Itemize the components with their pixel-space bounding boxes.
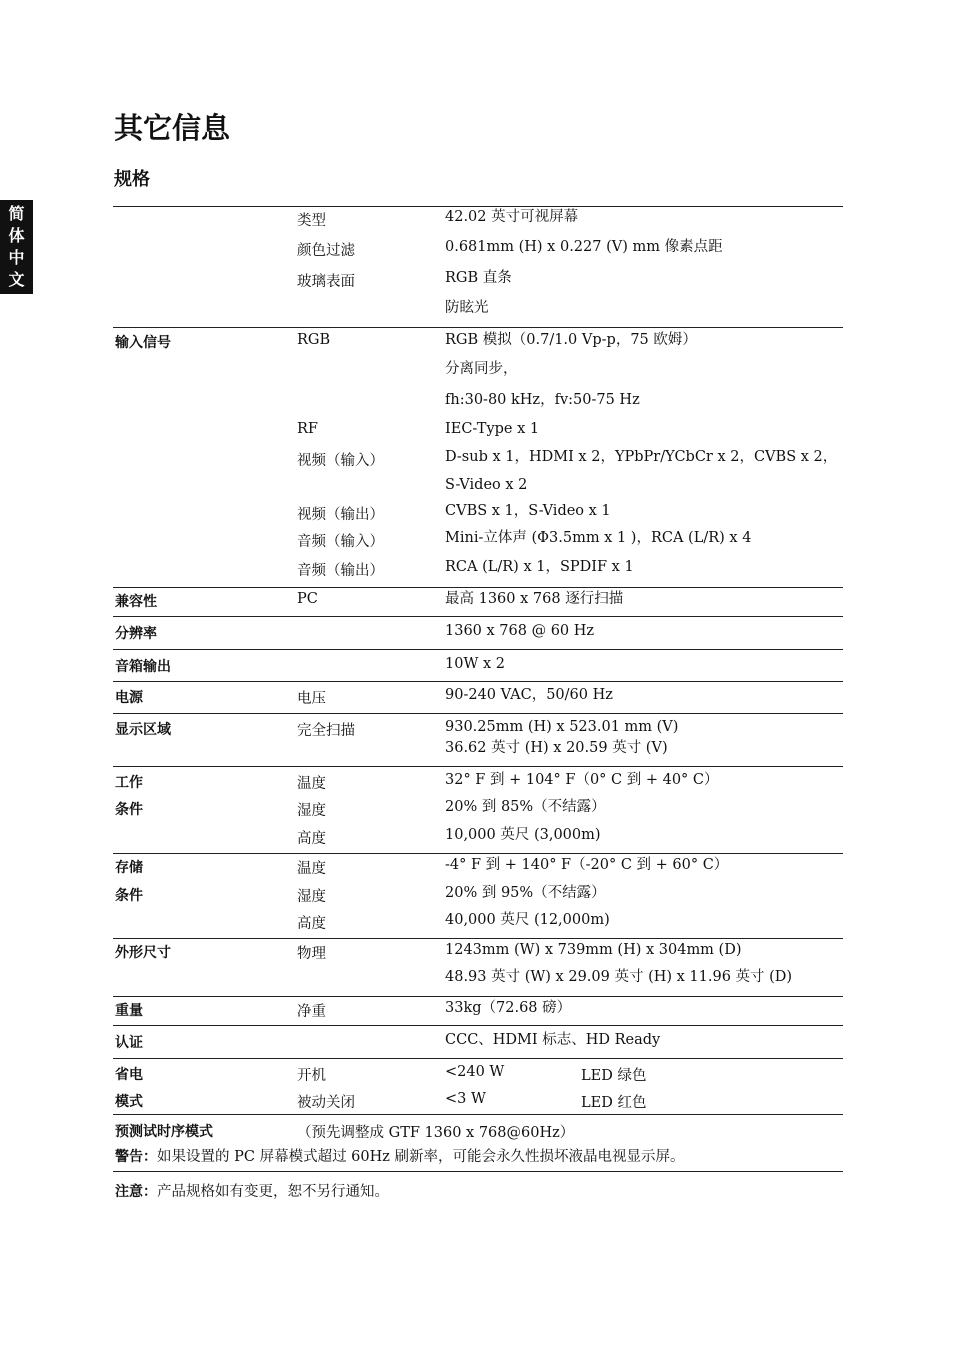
spec-param: PC — [297, 591, 318, 607]
spec-value: 10W x 2 — [445, 656, 505, 672]
spec-row — [113, 1032, 843, 1054]
spec-row — [113, 449, 843, 499]
spec-label: 认证 — [115, 1035, 143, 1051]
spec-row — [113, 687, 843, 709]
spec-value: 40,000 英尺 (12,000m) — [445, 912, 610, 928]
page-title: 其它信息 — [114, 111, 231, 145]
spec-label: 重量 — [115, 1003, 143, 1019]
spec-section — [113, 1058, 843, 1114]
spec-value: 最高 1360 x 768 逐行扫描 — [445, 591, 624, 607]
spec-param: 音频（输入） — [297, 534, 384, 550]
spec-label: 存储 — [115, 860, 143, 876]
side-tab-char: 文 — [8, 270, 25, 289]
spec-row — [113, 827, 843, 849]
spec-row — [113, 912, 843, 934]
spec-row — [113, 656, 843, 678]
section-title: 规格 — [114, 169, 150, 190]
spec-param: 完全扫描 — [297, 723, 355, 739]
spec-param — [297, 969, 445, 991]
spec-label — [113, 912, 297, 934]
spec-label: 省电 — [115, 1067, 143, 1083]
spec-section — [113, 587, 843, 616]
spec-section — [113, 996, 843, 1025]
spec-param: 净重 — [297, 1004, 326, 1020]
preset-text: （预先调整成 GTF 1360 x 768@60Hz） — [297, 1124, 575, 1141]
spec-row — [113, 270, 843, 292]
spec-param: 物理 — [297, 946, 326, 962]
spec-value: CCC、HDMI 标志、HD Ready — [445, 1032, 661, 1048]
notice-text: 产品规格如有变更，恕不另行通知。 — [157, 1184, 389, 1200]
spec-param — [297, 1032, 445, 1054]
spec-value: <240 W — [445, 1064, 505, 1080]
spec-row — [113, 1064, 843, 1085]
spec-label: 工作 — [115, 775, 143, 791]
preset-row — [113, 1115, 843, 1145]
spec-value: -4° F 到 + 140° F（-20° C 到 + 60° C） — [445, 857, 729, 873]
spec-row — [113, 209, 843, 231]
spec-row — [113, 421, 843, 443]
spec-label — [113, 421, 297, 443]
spec-row — [113, 591, 843, 613]
spec-value: 32° F 到 + 104° F（0° C 到 + 40° C） — [445, 772, 719, 788]
spec-label — [113, 827, 297, 849]
spec-label — [113, 449, 297, 499]
spec-value: 10,000 英尺 (3,000m) — [445, 827, 601, 843]
spec-value: D-sub x 1，HDMI x 2，YPbPr/YCbCr x 2，CVBS x 2，S-Video x 2 — [445, 449, 838, 493]
spec-row — [113, 530, 843, 552]
spec-row — [113, 740, 843, 762]
side-tab-char: 体 — [8, 226, 25, 245]
spec-param: 开机 — [297, 1068, 326, 1084]
spec-value: 930.25mm (H) x 523.01 mm (V) — [445, 719, 679, 735]
spec-param: 音频（输出） — [297, 563, 384, 579]
spec-row — [113, 885, 843, 907]
spec-row — [113, 623, 843, 645]
spec-label — [113, 361, 297, 383]
spec-row — [113, 942, 843, 964]
spec-row — [113, 772, 843, 794]
spec-value: CVBS x 1，S-Video x 1 — [445, 503, 611, 519]
spec-label — [113, 270, 297, 292]
spec-section — [113, 616, 843, 649]
spec-section — [113, 649, 843, 681]
notice-note — [113, 1172, 843, 1201]
spec-table — [113, 206, 843, 1114]
spec-row — [113, 361, 843, 383]
spec-param — [297, 623, 445, 645]
spec-value: 0.681mm (H) x 0.227 (V) mm 像素点距 — [445, 239, 723, 255]
spec-param — [297, 392, 445, 414]
spec-value: 1243mm (W) x 739mm (H) x 304mm (D) — [445, 942, 742, 958]
spec-param: 湿度 — [297, 889, 326, 905]
warning-note — [113, 1145, 843, 1171]
spec-row — [113, 503, 843, 525]
spec-value: RGB 直条 — [445, 270, 512, 286]
spec-label — [113, 559, 297, 581]
spec-param: 高度 — [297, 916, 326, 932]
spec-param: 温度 — [297, 776, 326, 792]
spec-label: 音箱输出 — [115, 659, 171, 675]
spec-row — [113, 1000, 843, 1022]
spec-value: RCA (L/R) x 1，SPDIF x 1 — [445, 559, 634, 575]
spec-label — [113, 392, 297, 414]
spec-value: IEC-Type x 1 — [445, 421, 540, 437]
spec-value: 90-240 VAC，50/60 Hz — [445, 687, 613, 703]
spec-value: fh:30-80 kHz，fv:50-75 Hz — [445, 392, 640, 408]
warning-label: 警告： — [115, 1149, 157, 1165]
spec-value: 1360 x 768 @ 60 Hz — [445, 623, 595, 639]
notice-label: 注意： — [115, 1184, 157, 1200]
spec-section — [113, 938, 843, 996]
spec-row — [113, 1091, 843, 1112]
spec-row — [113, 332, 843, 354]
spec-label: 模式 — [115, 1094, 143, 1110]
spec-param: 玻璃表面 — [297, 274, 355, 290]
spec-section — [113, 1025, 843, 1058]
spec-value: Mini-立体声 (Φ3.5mm x 1 )，RCA (L/R) x 4 — [445, 530, 752, 546]
spec-value: 42.02 英寸可视屏幕 — [445, 209, 579, 225]
spec-label — [113, 300, 297, 322]
spec-param: 温度 — [297, 861, 326, 877]
spec-param: 视频（输入） — [297, 453, 384, 469]
spec-row — [113, 239, 843, 261]
spec-extra: LED 红色 — [581, 1095, 647, 1111]
side-tab-char: 简 — [8, 204, 25, 223]
spec-label: 条件 — [115, 802, 143, 818]
spec-section — [113, 681, 843, 713]
side-tab-char: 中 — [8, 248, 25, 267]
spec-param — [297, 656, 445, 678]
spec-row — [113, 559, 843, 581]
spec-label: 分辨率 — [115, 626, 157, 642]
spec-value: 36.62 英寸 (H) x 20.59 英寸 (V) — [445, 740, 668, 756]
spec-param: 类型 — [297, 213, 326, 229]
spec-section — [113, 206, 843, 327]
spec-value: 20% 到 95%（不结露） — [445, 885, 606, 901]
spec-value: 20% 到 85%（不结露） — [445, 799, 606, 815]
spec-param: 视频（输出） — [297, 507, 384, 523]
spec-label — [113, 740, 297, 762]
spec-row — [113, 969, 843, 991]
spec-label: 输入信号 — [115, 335, 171, 351]
spec-label — [113, 239, 297, 261]
spec-label — [113, 969, 297, 991]
spec-param: RF — [297, 421, 318, 437]
footer-notes — [113, 1114, 843, 1201]
spec-row — [113, 799, 843, 821]
spec-label — [113, 209, 297, 231]
spec-value: 33kg（72.68 磅） — [445, 1000, 572, 1016]
spec-row — [113, 392, 843, 414]
spec-param: RGB — [297, 332, 331, 348]
spec-value: 48.93 英寸 (W) x 29.09 英寸 (H) x 11.96 英寸 (D) — [445, 969, 793, 985]
spec-section — [113, 853, 843, 938]
spec-param: 电压 — [297, 691, 326, 707]
spec-value: RGB 模拟（0.7/1.0 Vp-p，75 欧姆） — [445, 332, 697, 348]
spec-param — [297, 361, 445, 383]
spec-value: <3 W — [445, 1091, 486, 1107]
spec-row — [113, 857, 843, 879]
spec-param: 高度 — [297, 831, 326, 847]
spec-param: 颜色过滤 — [297, 243, 355, 259]
spec-label — [113, 503, 297, 525]
spec-value: 分离同步， — [445, 361, 518, 377]
spec-label: 显示区域 — [115, 722, 171, 738]
spec-label: 兼容性 — [115, 594, 157, 610]
spec-label: 电源 — [115, 690, 143, 706]
spec-label: 条件 — [115, 888, 143, 904]
spec-label — [113, 530, 297, 552]
spec-section — [113, 766, 843, 853]
spec-extra: LED 绿色 — [581, 1068, 647, 1084]
spec-param: 被动关闭 — [297, 1095, 355, 1111]
spec-label: 外形尺寸 — [115, 945, 171, 961]
spec-param: 湿度 — [297, 803, 326, 819]
preset-label: 预测试时序模式 — [115, 1124, 213, 1140]
spec-param — [297, 740, 445, 762]
spec-value: 防眩光 — [445, 300, 489, 316]
language-side-tab — [0, 200, 33, 294]
spec-section — [113, 713, 843, 766]
spec-param — [297, 300, 445, 322]
spec-row — [113, 300, 843, 322]
warning-text: 如果设置的 PC 屏幕模式超过 60Hz 刷新率，可能会永久性损坏液晶电视显示屏。 — [157, 1149, 685, 1165]
spec-section — [113, 327, 843, 587]
